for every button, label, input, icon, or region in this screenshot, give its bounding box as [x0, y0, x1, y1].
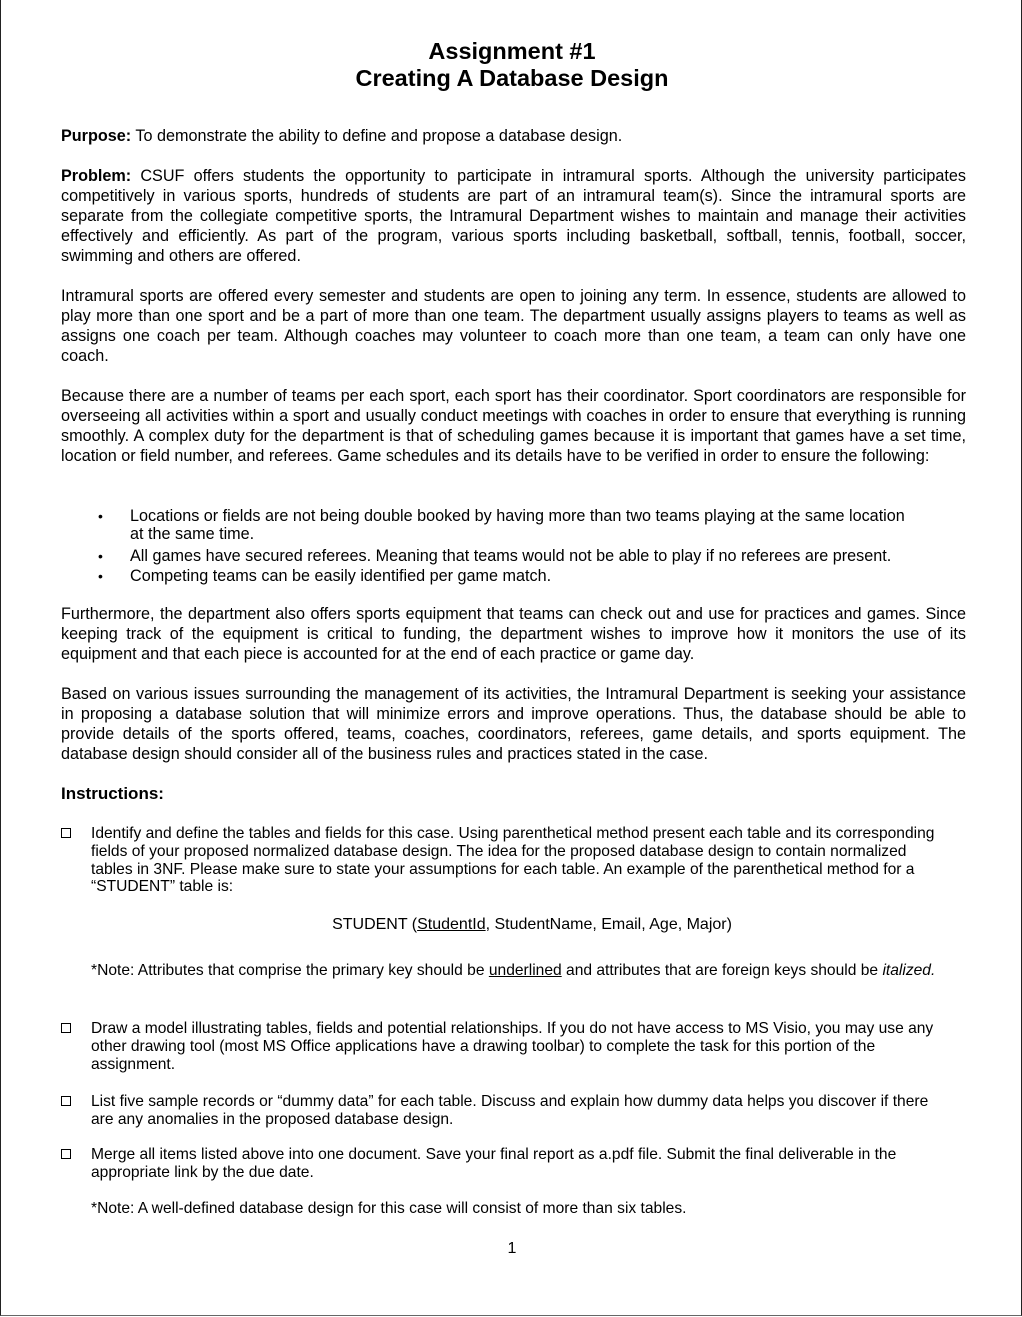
parenthetical-example: [1, 915, 1022, 935]
problem-label: Problem:: [61, 167, 132, 185]
key-note-text: *Note: Attributes that comprise the primary key should be: [91, 962, 489, 979]
example-rest: , StudentName, Email, Age, Major): [485, 916, 732, 933]
equipment-paragraph: Furthermore, the department also offers sports equipment that teams can check out and use for practices and games. Since keeping track of the equipment is critical to funding, the department wishes to improve how it monitors the use of its equipment and that each piece is accounted for at the end of each practice or game day.: [61, 605, 966, 663]
example-prefix: STUDENT (: [332, 916, 418, 933]
purpose-text: To demonstrate the ability to define and propose a database design.: [131, 127, 623, 145]
tables-note: *Note: A well-defined database design for this case will consist of more than six tables.: [91, 1200, 687, 1217]
instruction-text: Merge all items listed above into one document. Save your final report as a.pdf file. Submit the final deliverable in the appropriate link by the due date.: [91, 1146, 897, 1181]
instruction-text: Draw a model illustrating tables, fields and potential relationships. If you do not have access to MS Visio, you may use any other drawing tool (most MS Office applications have a drawing toolbar) to complete the task for this portion of the assignment.: [91, 1020, 934, 1073]
purpose-label: Purpose:: [61, 127, 132, 145]
key-note-underlined: underlined: [488, 962, 562, 979]
list-item-text: Locations or fields are not being double booked by having more than two teams playing at the same location at the same time.: [130, 507, 905, 543]
list-item-text: All games have secured referees. Meaning that teams would not be able to play if no referees are present.: [130, 547, 892, 565]
purpose-paragraph: [61, 126, 966, 146]
assignment-title: Assignment #1: [428, 38, 596, 64]
key-note: [91, 962, 951, 980]
page-number: 1: [507, 1240, 517, 1257]
example-primary-key: StudentId: [417, 916, 486, 933]
list-item-text: Competing teams can be easily identified per game match.: [130, 567, 552, 585]
instruction-text: Identify and define the tables and fields for this case. Using parenthetical method present each table and its corresponding fields of your proposed normalized database design. The idea for the proposed database design to contain normalized tables in 3NF. Please make sure to state your assumptions for each table. An example of the parenthetical method for a “STUDENT” table is:: [91, 825, 935, 896]
key-note-italic: italized.: [882, 962, 936, 979]
bullet-marker: •: [98, 548, 103, 564]
bullet-marker: •: [98, 568, 103, 584]
checkbox-icon: [61, 1023, 71, 1033]
instruction-text: List five sample records or “dummy data” for each table. Discuss and explain how dummy data helps you discover if there are any anomalies in the proposed database design.: [91, 1093, 929, 1128]
checkbox-icon: [61, 1096, 71, 1106]
bullet-marker: •: [98, 508, 103, 524]
instructions-heading: Instructions:: [61, 784, 164, 803]
key-note-text-b: and attributes that are foreign keys should be: [561, 962, 883, 979]
issues-paragraph: Based on various issues surrounding the management of its activities, the Intramural Department is seeking your assistance in proposing a database solution that will minimize errors and improve operations. Thus, the database should be able to provide details of the sports offered, teams, coaches, coordinators, referees, game details, and sports equipment. The database design should consider all of the business rules and practices stated in the case.: [61, 685, 966, 763]
problem-text: CSUF offers students the opportunity to participate in intramural sports. Although the university participates competitively in various sports, hundreds of students are part of an intramural team(s). Since the intramural sports are separate from the collegiate competitive sports, the Intramural Department wishes to maintain and manage their activities effectively and efficiently. As part of the program, various sports including basketball, softball, tennis, football, soccer, swimming and others are offered.: [61, 167, 966, 265]
checkbox-icon: [61, 1149, 71, 1159]
coordinators-paragraph: Because there are a number of teams per each sport, each sport has their coordinator. Sport coordinators are responsible for overseeing all activities within a sport and usually conduct meetings with coaches in order to ensure that everything is running smoothly. A complex duty for the department is that of scheduling games because it is important that games have a set time, location or field number, and referees. Game schedules and its details have to be verified in order to ensure the following:: [61, 387, 966, 465]
problem-paragraph: [61, 166, 966, 266]
checkbox-icon: [61, 828, 71, 838]
offered-paragraph: Intramural sports are offered every semester and students are open to joining any term. In essence, students are allowed to play more than one sport and be a part of more than one team. The department usually assigns players to teams as well as assigns one coach per team. Although coaches may volunteer to coach more than one team, a team can only have one coach.: [61, 287, 966, 365]
assignment-subtitle: Creating A Database Design: [355, 65, 669, 91]
